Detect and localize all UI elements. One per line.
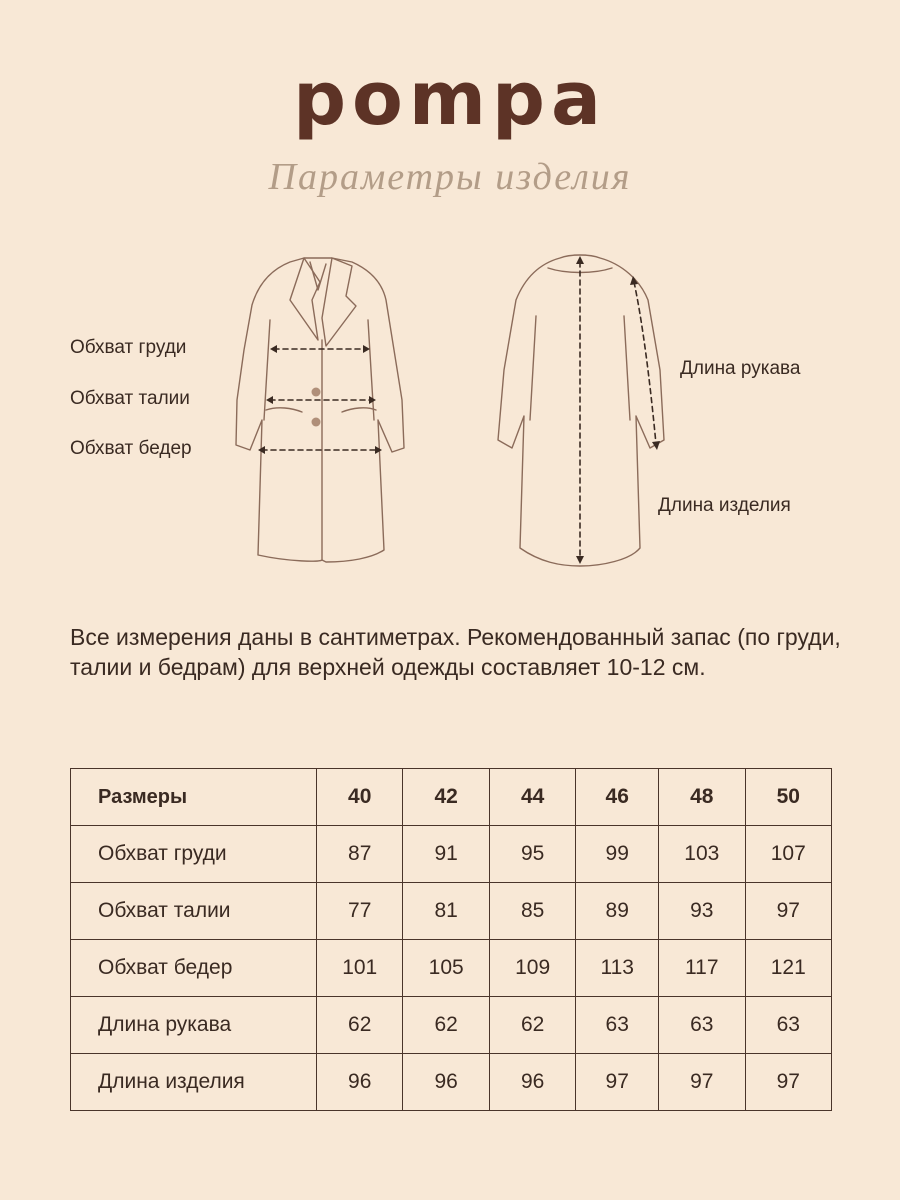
table-row bbox=[71, 1054, 832, 1111]
table-cell: 109 bbox=[489, 940, 575, 997]
size-header: 40 bbox=[317, 769, 403, 826]
table-header-row bbox=[71, 769, 832, 826]
table-cell: 93 bbox=[659, 883, 745, 940]
table-cell: 97 bbox=[659, 1054, 745, 1111]
row-label: Обхват бедер bbox=[71, 940, 317, 997]
table-row bbox=[71, 940, 832, 997]
table-cell: 87 bbox=[317, 826, 403, 883]
table-cell: 105 bbox=[403, 940, 489, 997]
label-hips: Обхват бедер bbox=[70, 438, 192, 459]
table-cell: 96 bbox=[317, 1054, 403, 1111]
header-label: Размеры bbox=[71, 769, 317, 826]
table-row bbox=[71, 826, 832, 883]
coat-front-drawing bbox=[236, 258, 404, 562]
table-cell: 107 bbox=[745, 826, 831, 883]
table-cell: 101 bbox=[317, 940, 403, 997]
size-header: 46 bbox=[576, 769, 659, 826]
table-cell: 97 bbox=[745, 883, 831, 940]
row-label: Длина рукава bbox=[71, 997, 317, 1054]
table-cell: 85 bbox=[489, 883, 575, 940]
table-cell: 77 bbox=[317, 883, 403, 940]
table-cell: 62 bbox=[489, 997, 575, 1054]
label-chest: Обхват груди bbox=[70, 337, 187, 358]
table-row bbox=[71, 997, 832, 1054]
table-cell: 95 bbox=[489, 826, 575, 883]
row-label: Длина изделия bbox=[71, 1054, 317, 1111]
size-header: 48 bbox=[659, 769, 745, 826]
table-cell: 89 bbox=[576, 883, 659, 940]
table-cell: 81 bbox=[403, 883, 489, 940]
size-table bbox=[70, 768, 832, 1111]
label-waist: Обхват талии bbox=[70, 388, 190, 409]
table-cell: 113 bbox=[576, 940, 659, 997]
table-cell: 62 bbox=[317, 997, 403, 1054]
table-cell: 99 bbox=[576, 826, 659, 883]
coat-illustration bbox=[0, 240, 900, 590]
label-sleeve: Длина рукава bbox=[680, 358, 801, 379]
table-cell: 96 bbox=[489, 1054, 575, 1111]
size-header: 44 bbox=[489, 769, 575, 826]
row-label: Обхват талии bbox=[71, 883, 317, 940]
row-label: Обхват груди bbox=[71, 826, 317, 883]
size-header: 50 bbox=[745, 769, 831, 826]
brand-logo: pompa bbox=[293, 56, 607, 142]
table-cell: 63 bbox=[576, 997, 659, 1054]
table-cell: 121 bbox=[745, 940, 831, 997]
label-length: Длина изделия bbox=[658, 495, 791, 516]
table-row bbox=[71, 883, 832, 940]
table-cell: 96 bbox=[403, 1054, 489, 1111]
table-cell: 91 bbox=[403, 826, 489, 883]
table-cell: 117 bbox=[659, 940, 745, 997]
size-header: 42 bbox=[403, 769, 489, 826]
measurement-note: Все измерения даны в сантиметрах. Рекомендованный запас (по груди, талии и бедрам) для верхней одежды составляет 10-12 см. bbox=[70, 624, 841, 680]
table-cell: 97 bbox=[745, 1054, 831, 1111]
table-cell: 97 bbox=[576, 1054, 659, 1111]
coat-back-drawing bbox=[498, 255, 664, 566]
table-cell: 63 bbox=[745, 997, 831, 1054]
table-cell: 63 bbox=[659, 997, 745, 1054]
table-cell: 103 bbox=[659, 826, 745, 883]
table-cell: 62 bbox=[403, 997, 489, 1054]
page-subtitle: Параметры изделия bbox=[268, 156, 632, 198]
